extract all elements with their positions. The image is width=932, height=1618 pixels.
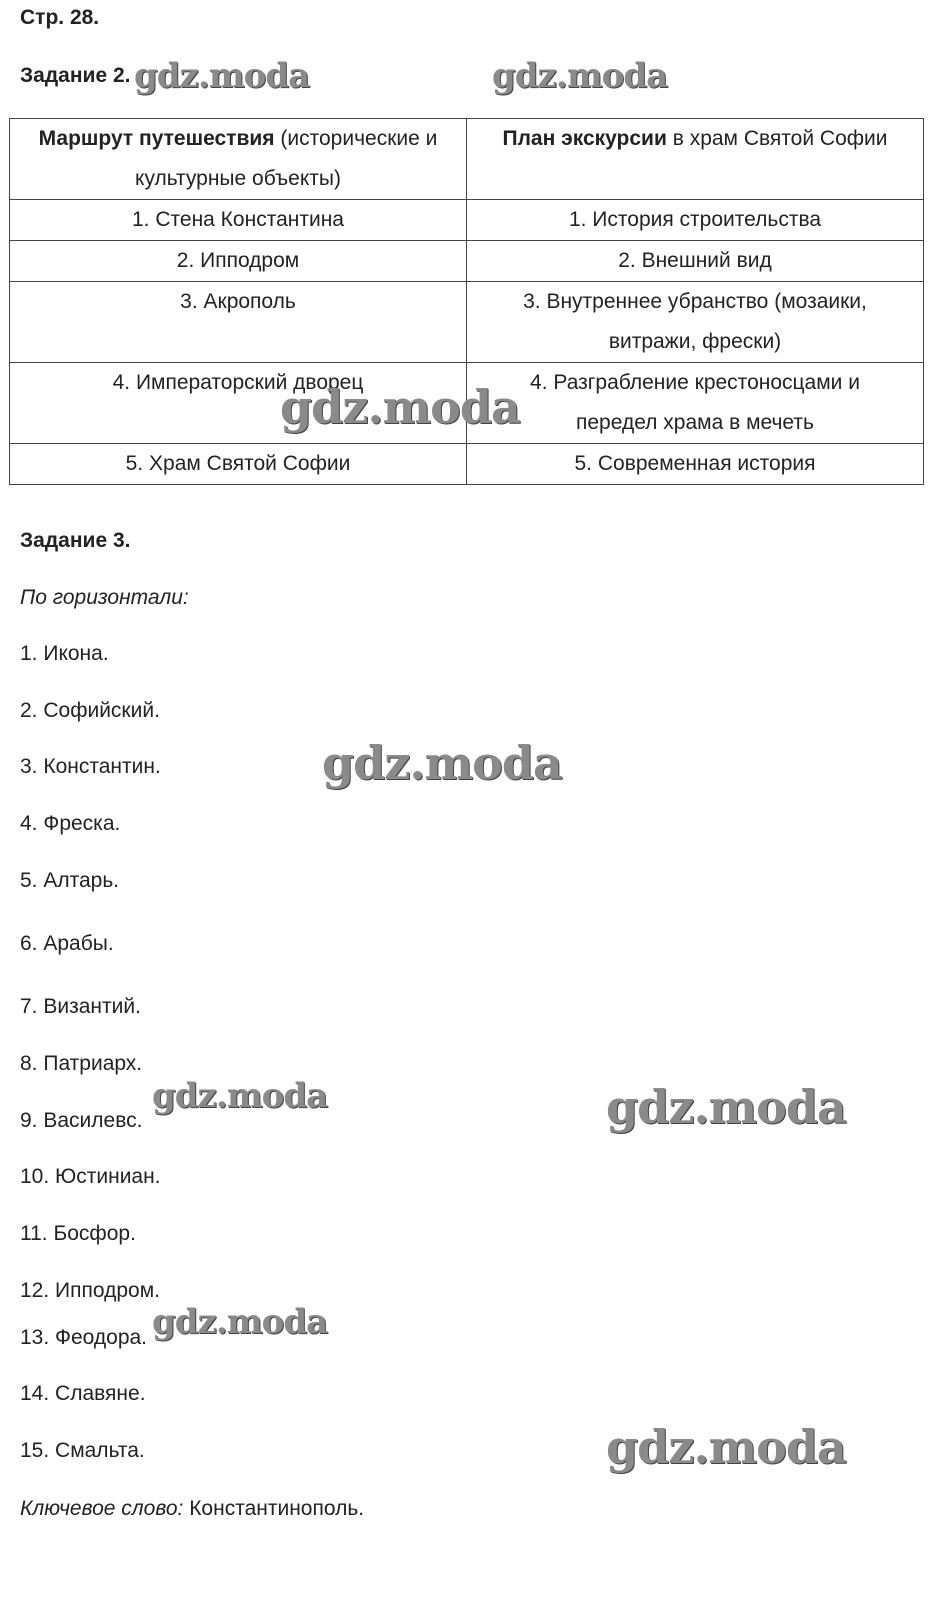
list-item: 7. Византий. (20, 995, 141, 1018)
table-header-row (10, 119, 924, 200)
list-item: 12. Ипподром. (20, 1279, 160, 1302)
header-route-bold: Маршрут путешествия (38, 127, 275, 150)
plan-line2: витражи, фрески) (608, 330, 782, 353)
keyword-value: Константинополь. (183, 1497, 365, 1520)
list-item: 11. Босфор. (20, 1222, 136, 1245)
list-item: 1. Икона. (20, 642, 109, 665)
list-item: 4. Фреска. (20, 812, 121, 835)
plan-cell (467, 282, 924, 363)
plan-cell: 5. Современная история (467, 444, 924, 485)
route-cell: 4. Императорский дворец (10, 363, 467, 444)
header-plan (467, 119, 924, 200)
route-cell: 3. Акрополь (10, 282, 467, 363)
plan-line2: передел храма в мечеть (576, 411, 814, 434)
list-item: 13. Феодора. (20, 1326, 148, 1349)
header-route-rest: (исторические и (274, 127, 438, 150)
header-route (10, 119, 467, 200)
plan-cell: 2. Внешний вид (467, 241, 924, 282)
watermark-logo: gdz.moda (134, 56, 310, 96)
header-plan-rest: в храм Святой Софии (666, 127, 888, 150)
list-item: 10. Юстиниан. (20, 1165, 161, 1188)
table-row (10, 444, 924, 485)
watermark-logo: gdz.moda (492, 56, 668, 96)
list-item: 9. Василевс. (20, 1109, 143, 1132)
plan-cell: 1. История строительства (467, 200, 924, 241)
watermark-logo: gdz.moda (280, 380, 520, 434)
table-row (10, 200, 924, 241)
list-item: 15. Смальта. (20, 1439, 145, 1462)
keyword-label: Ключевое слово: (20, 1497, 184, 1520)
header-route-line2: культурные объекты) (135, 167, 341, 190)
task2-title: Задание 2. (20, 64, 131, 87)
list-item: 8. Патриарх. (20, 1052, 143, 1075)
task3-title: Задание 3. (20, 529, 131, 552)
plan-cell (467, 363, 924, 444)
watermark-logo: gdz.moda (152, 1302, 328, 1342)
task3-subtitle: По горизонтали: (20, 586, 189, 609)
watermark-logo: gdz.moda (322, 736, 562, 790)
list-item: 3. Константин. (20, 755, 161, 778)
watermark-logo: gdz.moda (152, 1076, 328, 1116)
route-cell: 5. Храм Святой Софии (10, 444, 467, 485)
watermark-logo: gdz.moda (606, 1420, 846, 1474)
list-item: 5. Алтарь. (20, 869, 120, 892)
table-row (10, 282, 924, 363)
route-cell: 2. Ипподром (10, 241, 467, 282)
list-item: 6. Арабы. (20, 932, 114, 955)
table-row (10, 241, 924, 282)
watermark-logo: gdz.moda (606, 1080, 846, 1134)
plan-line1: 4. Разграбление крестоносцами и (530, 371, 860, 394)
header-plan-bold: План экскурсии (502, 127, 667, 150)
list-item: 2. Софийский. (20, 699, 160, 722)
plan-line1: 3. Внутреннее убранство (мозаики, (523, 290, 867, 313)
route-cell: 1. Стена Константина (10, 200, 467, 241)
list-item: 14. Славяне. (20, 1382, 146, 1405)
page-label: Стр. 28. (20, 6, 100, 29)
keyword-line (20, 1497, 364, 1521)
